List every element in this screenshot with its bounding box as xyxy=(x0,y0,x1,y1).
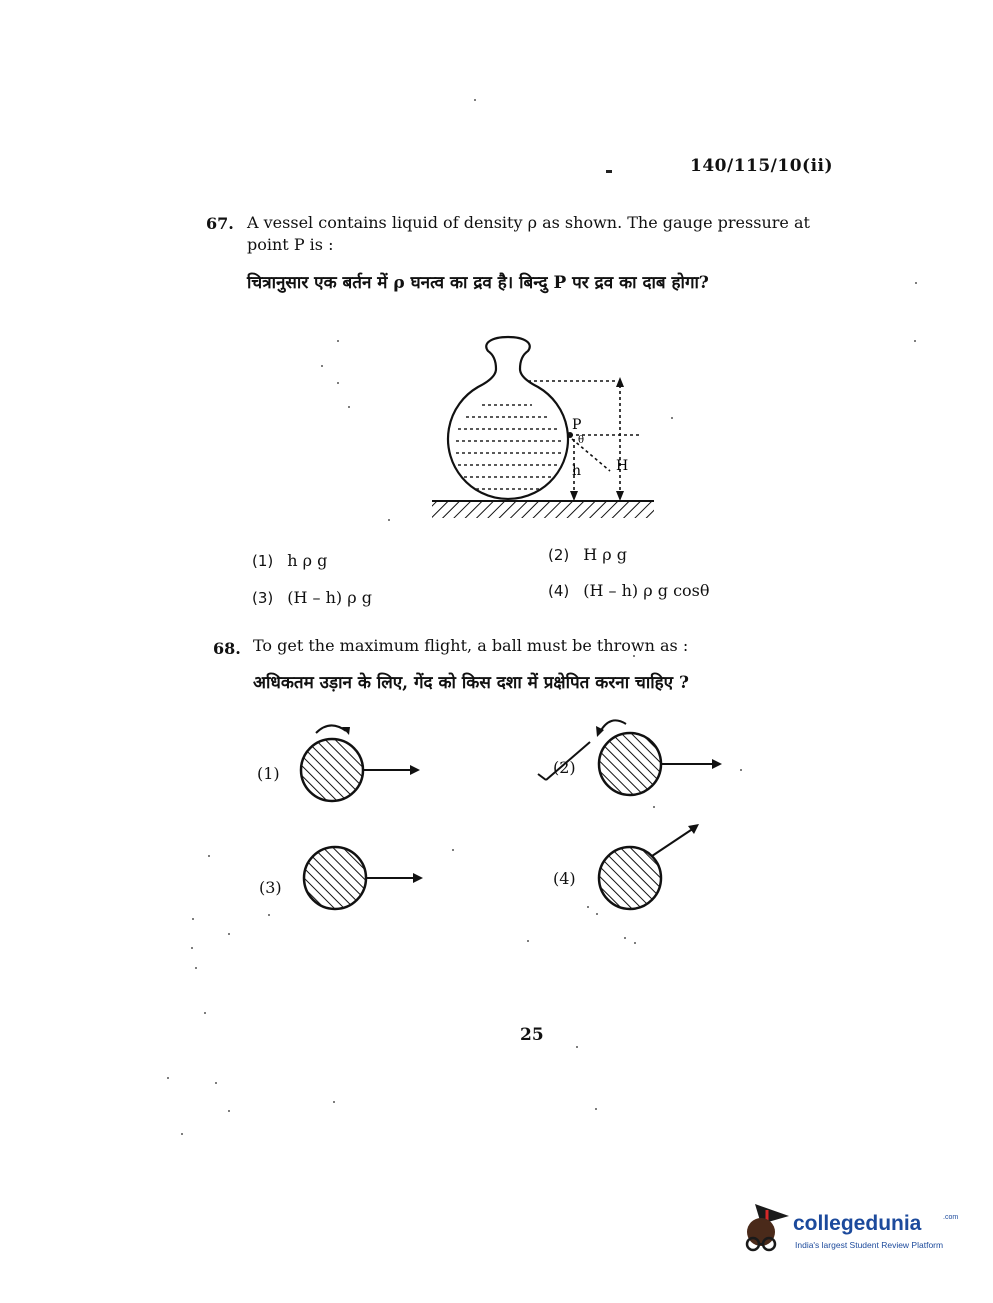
q67-option-2-num: (2) xyxy=(548,546,570,564)
q68-option-4-num: (4) xyxy=(553,869,576,888)
ground-hatch xyxy=(432,502,654,518)
q67-option-4-text: (H – h) ρ g cosθ xyxy=(583,581,710,600)
scan-speck xyxy=(333,1101,335,1103)
scan-speck xyxy=(337,340,339,342)
q67-option-1-text: h ρ g xyxy=(287,551,328,570)
scan-speck xyxy=(388,519,390,521)
q68-option-3-num: (3) xyxy=(259,878,282,897)
scan-speck xyxy=(624,937,626,939)
ball-icon xyxy=(301,739,363,801)
label-H: H xyxy=(616,458,629,474)
scan-speck xyxy=(268,914,270,916)
scan-speck xyxy=(228,933,230,935)
label-p: P xyxy=(572,417,582,433)
q67-option-3-num: (3) xyxy=(252,589,274,607)
q67-option-3-text: (H – h) ρ g xyxy=(287,588,372,607)
scan-speck xyxy=(348,406,350,408)
q67-text-hi: चित्रानुसार एक बर्तन में ρ घनत्व का द्रव है। बिन्दु P पर द्रव का दाब होगा? xyxy=(247,273,709,293)
q67-number: 67. xyxy=(206,214,234,233)
paper-code: 140/115/10(ii) xyxy=(690,156,834,176)
brand-com: .com xyxy=(943,1214,959,1221)
brand-tagline: India's largest Student Review Platform xyxy=(795,1240,944,1250)
tick-mark-icon xyxy=(546,742,590,780)
q67-option-4 xyxy=(548,581,710,600)
q67-option-2-text: H ρ g xyxy=(583,545,628,564)
scan-speck xyxy=(914,340,916,342)
scan-speck xyxy=(576,1046,578,1048)
q67-option-3 xyxy=(252,588,372,607)
q67-text-en: A vessel contains liquid of density ρ as shown. The gauge pressure at point P is : xyxy=(247,213,810,254)
q68-option-2-num: (2) xyxy=(553,758,576,777)
scan-speck xyxy=(337,382,339,384)
q67-option-1 xyxy=(252,551,327,570)
scan-speck xyxy=(587,906,589,908)
scan-speck xyxy=(633,655,635,657)
brand-name: collegedunia xyxy=(793,1212,922,1235)
q68-text-en: To get the maximum flight, a ball must be thrown as : xyxy=(253,636,689,655)
collegedunia-logo xyxy=(735,1198,965,1268)
scan-speck xyxy=(167,1077,169,1079)
scan-speck xyxy=(634,942,636,944)
spin-arrow-icon xyxy=(600,720,626,732)
mascot-icon xyxy=(735,1198,793,1260)
vessel-diagram xyxy=(420,325,670,525)
scan-speck xyxy=(181,1133,183,1135)
scan-speck xyxy=(321,365,323,367)
q68-option-1-num: (1) xyxy=(257,764,280,783)
scan-speck xyxy=(208,855,210,857)
ball-icon xyxy=(599,733,661,795)
spin-arrow-icon xyxy=(316,725,346,733)
scan-speck xyxy=(192,918,194,920)
scan-speck xyxy=(671,417,673,419)
scan-speck xyxy=(474,99,476,101)
vessel-outline xyxy=(448,337,568,499)
scan-speck xyxy=(452,849,454,851)
scan-speck xyxy=(596,913,598,915)
scan-speck xyxy=(204,1012,206,1014)
q67-option-2 xyxy=(548,545,627,564)
scan-speck xyxy=(527,940,529,942)
scan-speck xyxy=(195,967,197,969)
ball-icon xyxy=(304,847,366,909)
ball-icon xyxy=(599,847,661,909)
scan-speck xyxy=(740,769,742,771)
label-h: h xyxy=(572,463,582,479)
scan-speck xyxy=(653,806,655,808)
label-theta: θ xyxy=(578,435,585,446)
scan-speck xyxy=(915,282,917,284)
scan-speck xyxy=(191,947,193,949)
scan-speck xyxy=(215,1082,217,1084)
scan-speck xyxy=(595,1108,597,1110)
q68-figure-2 xyxy=(530,712,730,812)
q68-figure-3 xyxy=(295,840,435,920)
q67-option-1-num: (1) xyxy=(252,552,274,570)
q68-figure-4 xyxy=(590,818,710,918)
page-number: 25 xyxy=(520,1025,544,1045)
q68-text-hi: अधिकतम उड़ान के लिए, गेंद को किस दशा में प्रक्षेपित करना चाहिए ? xyxy=(253,673,689,693)
q68-number: 68. xyxy=(213,639,241,658)
q68-figure-1 xyxy=(290,715,430,810)
velocity-arrow-icon xyxy=(652,828,694,856)
mark-dash xyxy=(606,170,612,173)
q67-option-4-num: (4) xyxy=(548,582,570,600)
scan-speck xyxy=(228,1110,230,1112)
